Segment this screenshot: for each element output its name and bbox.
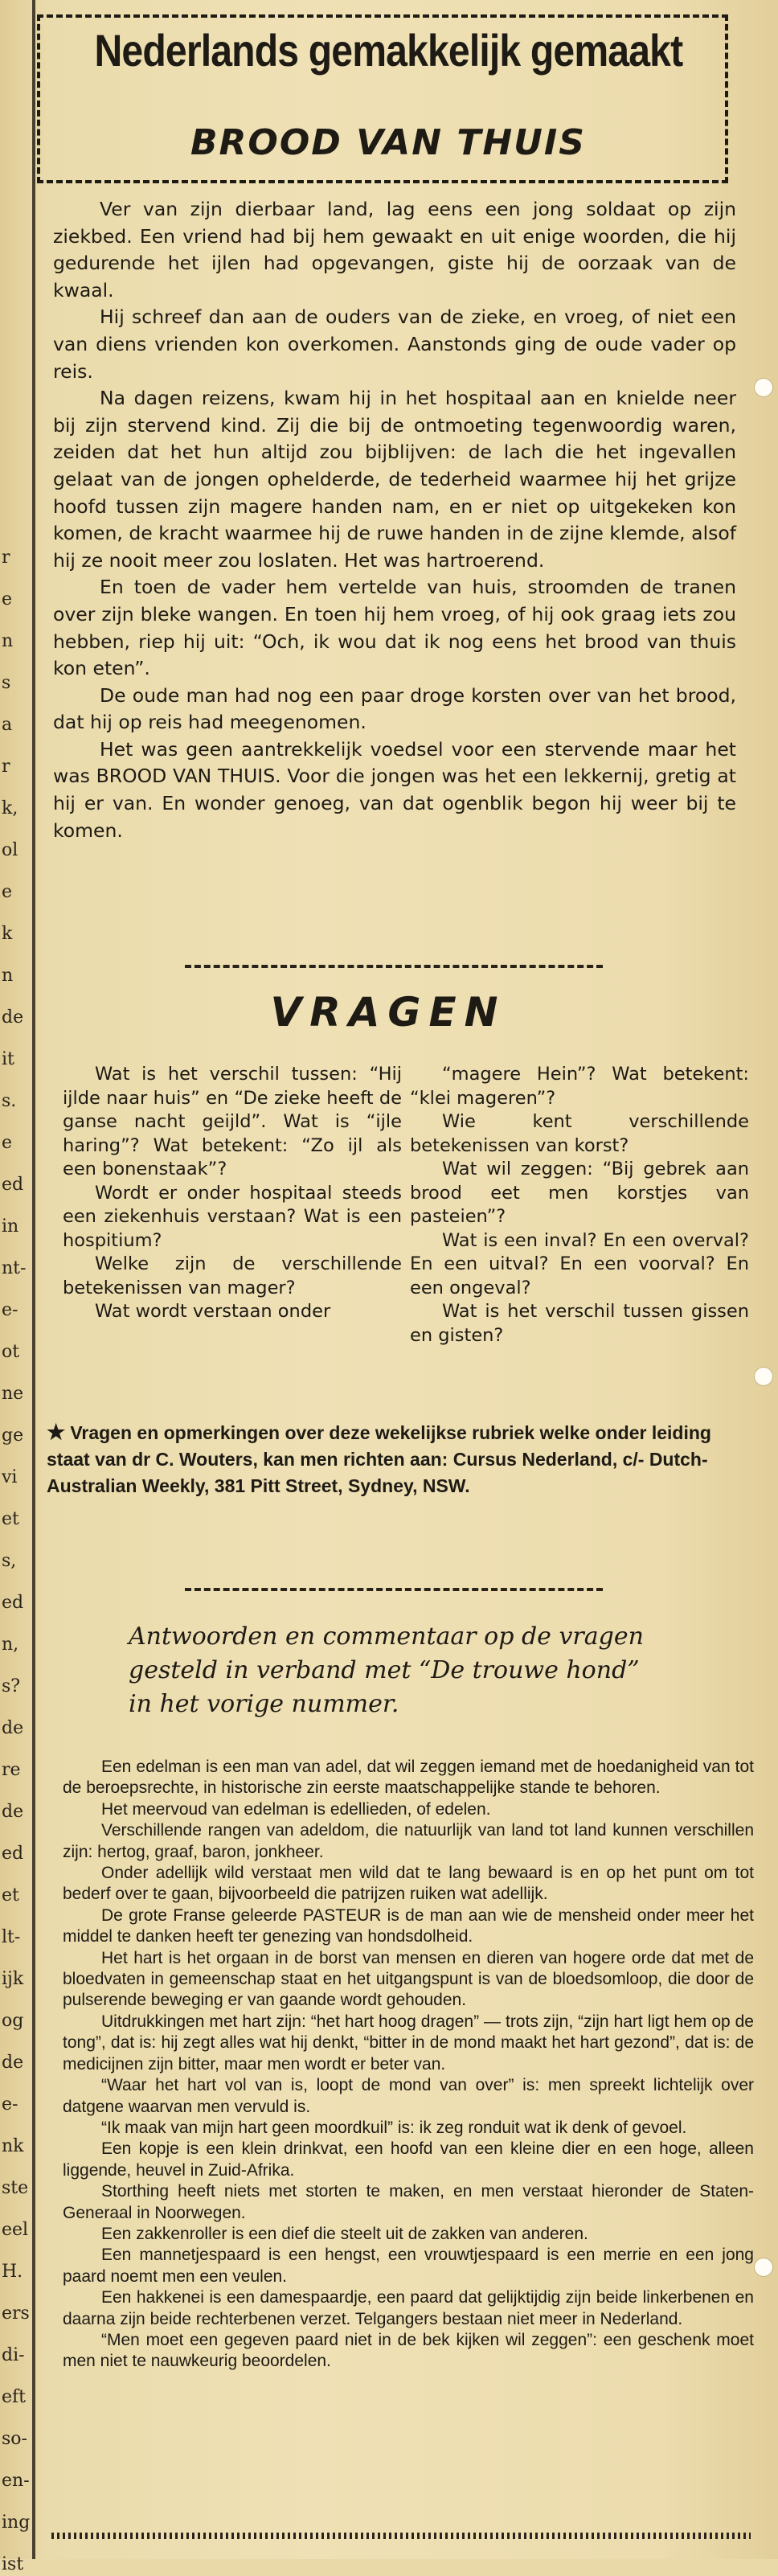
adjacent-column-fragment-text: s [2, 673, 11, 693]
adjacent-column-fragment-text: ol [2, 840, 18, 860]
adjacent-column-fragment-text: it [2, 1049, 14, 1069]
adjacent-column-fragment-text: eft [2, 2387, 27, 2407]
column-divider [32, 0, 35, 2559]
adjacent-column-fragment-text: e [2, 1133, 13, 1153]
answer-paragraph: Een hakkenei is een damespaardje, een paard dat gelijktijdig zijn beide linkerbenen en daarna zijn beide rechterbenen verzet. Telgangers bestaan niet meer in Nederland. [63, 2288, 754, 2328]
adjacent-column-fragment-text: ne [2, 1384, 24, 1404]
question-item: “magere Hein”? Wat betekent: “klei mageren”? [410, 1064, 749, 1109]
questions-title: VRAGEN [270, 989, 506, 1036]
adjacent-column-fragment-text: lt- [2, 1927, 21, 1947]
adjacent-column-fragment-text: ist [2, 2554, 24, 2574]
questions-column-left [63, 1063, 402, 1324]
answers-text [63, 1757, 754, 2373]
answer-paragraph: Een kopje is een klein drinkvat, een hoofd van een kleine dier en een hoge, alleen liggende, heuvel in Zuid-Afrika. [63, 2139, 754, 2180]
adjacent-column-fragment-text: a [2, 715, 13, 735]
answers-heading [129, 1620, 747, 1721]
adjacent-column-fragment-text: k [2, 924, 13, 944]
adjacent-column-fragment-text: e [2, 882, 13, 902]
answer-paragraph: Storthing heeft niets met storten te maken, en men verstaat hieronder de Staten-Generaal in Noorwegen. [63, 2182, 754, 2222]
adjacent-column-fragment-text: n [2, 631, 14, 651]
answer-paragraph: Onder adellijk wild verstaat men wild dat te lang bewaard is en op het punt om tot bederf over te gaan, bijvoorbeeld die patrijzen ruiken wat adellijk. [63, 1864, 754, 1904]
punch-hole [754, 1367, 773, 1386]
answer-paragraph: Een mannetjespaard is een hengst, een vrouwtjespaard is een merrie en een jong paard noemt men een veulen. [63, 2246, 754, 2286]
answer-paragraph: “Men moet een gegeven paard niet in de bek kijken wil zeggen”: een geschenk moet men niet te nauwkeurig beoordelen. [63, 2330, 754, 2371]
answer-paragraph: Het meervoud van edelman is edellieden, of edelen. [101, 1799, 491, 1819]
adjacent-column-fragment-text: de [2, 2053, 24, 2073]
adjacent-column-fragment-text: ot [2, 1342, 20, 1362]
adjacent-column-fragment-text: di- [2, 2345, 25, 2365]
adjacent-column-fragment-text: n, [2, 1635, 19, 1655]
notice-text: Vragen en opmerkingen over deze wekelijkse rubriek welke onder leiding staat van dr C. Wouters, kan men richten aan: Cursus Nederland, c/- Dutch-Australian Weekly, 381 Pitt Street, Sydney, NSW. [47, 1422, 711, 1496]
adjacent-column-fragment-text: s? [2, 1676, 21, 1696]
adjacent-column-fragment-text: nk [2, 2136, 24, 2156]
question-item: Wat is een inval? En een overval? En een uitval? En een voorval? En een ongeval? [410, 1229, 749, 1298]
answer-paragraph: Een edelman is een man van adel, dat wil zeggen iemand met de hoedanigheid van tot de beroepsrechte, in historische zin eerste maatschappelijke stande te behoren. [63, 1758, 754, 1798]
answer-paragraph: Verschillende rangen van adeldom, die natuurlijk van land tot land kunnen verschillen zijn: hertog, graaf, baron, jonkheer. [63, 1821, 754, 1861]
adjacent-column-fragment-text: n [2, 966, 14, 986]
adjacent-column-fragment-text: ste [2, 2178, 29, 2198]
adjacent-column-fragment-text: en- [2, 2471, 30, 2491]
adjacent-column-fragment-text: e- [2, 1300, 18, 1320]
adjacent-column-fragment-text: r [2, 757, 10, 777]
adjacent-column-fragment-text: de [2, 1007, 24, 1028]
story-paragraph: Hij schreef dan aan de ouders van de zieke, en vroeg, of niet een van diens vrienden kon overkomen. Aanstonds ging de oude vader op reis. [53, 306, 736, 383]
section-divider [185, 965, 603, 968]
question-item: Wordt er onder hospitaal steeds een ziekenhuis verstaan? Wat is een hospitium? [63, 1182, 402, 1251]
story-paragraph: Na dagen reizens, kwam hij in het hospitaal aan en knielde neer bij zijn stervend kind. Zij die bij de ontmoeting tegenwoordig waren, zeiden dat het hun altijd zou bijblijven: de lach die het ingevallen gelaat van de jongen ophelderde, de tederheid waarmee hij het grijze hoofd tussen zijn magere handen nam, en er niet op uitgekeken kon komen, de kracht waarmee hij de ruwe handen in de zijne klemde, alsof hij ze nooit meer zou loslaten. Het was hartroerend. [53, 387, 736, 572]
story-text [53, 196, 736, 844]
adjacent-column-fragment-text: in [2, 1216, 19, 1237]
bottom-border [51, 2533, 751, 2539]
answer-paragraph: Een zakkenroller is een dief die steelt uit de zakken van anderen. [101, 2224, 588, 2243]
adjacent-column-fragment-text: H. [2, 2262, 23, 2282]
adjacent-column-fragment-text: et [2, 1885, 19, 1905]
answer-paragraph: “Waar het hart vol van is, loopt de mond van over” is: men spreekt lichtelijk over datgene waarvan men vervuld is. [63, 2076, 754, 2116]
answer-paragraph: “Ik maak van mijn hart geen moordkuil” is: ik zeg ronduit wat ik denk of gevoel. [101, 2118, 687, 2137]
adjacent-column-fragment-text: de [2, 1718, 24, 1738]
story-paragraph: En toen de vader hem vertelde van huis, stroomden de tranen over zijn bleke wangen. En toen hij hem vroeg, of hij ook graag iets zou hebben, riep hij uit: “Och, ik wou dat ik nog eens het brood van thuis kon eten”. [53, 576, 736, 680]
question-item: Wat wil zeggen: “Bij gebrek aan brood eet men korstjes van pasteien”? [410, 1159, 749, 1227]
answer-paragraph: De grote Franse geleerde PASTEUR is de man aan wie de mensheid onder meer het middel te danken heeft ter genezing van hondsdolheid. [63, 1905, 754, 1946]
question-item: Wat is het verschil tussen gissen en gisten? [410, 1301, 749, 1346]
story-title: BROOD VAN THUIS [190, 122, 586, 163]
adjacent-column-fragment-text: og [2, 2011, 24, 2031]
answer-paragraph: Het hart is het orgaan in de borst van mensen en dieren van hogere orde dat met de bloedvaten in gemeenschap staat en het uitgangspunt is van de bloedsomloop, die door de pulserende beweging er van gaande wordt gehouden. [63, 1948, 754, 2010]
adjacent-column-fragment-text: ge [2, 1425, 24, 1446]
adjacent-column-fragment-text: nt- [2, 1258, 27, 1278]
story-paragraph: Ver van zijn dierbaar land, lag eens een jong soldaat op zijn ziekbed. Een vriend had bij hem gewaakt en uit enige woorden, die hij gedurende het ijlen had opgevangen, giste hij de oorzaak van de kwaal. [53, 198, 736, 301]
question-item: Wat is het verschil tussen: “Hij ijlde naar huis” en “De zieke heeft de ganse nacht geijld”. Wat is “ijle haring”? Wat betekent: “Zo ijl als een bonenstaak”? [63, 1064, 402, 1179]
adjacent-column-fragment-text: ed [2, 1593, 24, 1613]
adjacent-column-fragment-text: eel [2, 2220, 29, 2240]
answers-heading-line: in het vorige nummer. [129, 1690, 399, 1718]
answer-paragraph: Uitdrukkingen met hart zijn: “het hart hoog dragen” — trots zijn, “zijn hart ligt hem op de tong”, dat is: hij zegt alles wat hij denkt, “bitter in de mond maakt het hart gezond”, dat is: de medicijnen zijn bitter, maar men wordt er beter van. [63, 2012, 754, 2074]
adjacent-column-fragment-text: s, [2, 1551, 17, 1571]
punch-hole [754, 2258, 773, 2277]
adjacent-column-fragment-text: ijk [2, 1969, 24, 1989]
adjacent-column-fragment-text: ers [2, 2303, 30, 2324]
adjacent-column-fragment-text: so- [2, 2429, 27, 2449]
question-item: Wat wordt verstaan onder [95, 1301, 331, 1322]
adjacent-column-fragment-text: ed [2, 1175, 24, 1195]
adjacent-column-fragment-text: et [2, 1509, 19, 1529]
adjacent-column-fragment [0, 0, 31, 2574]
answers-heading-line: Antwoorden en commentaar op de vragen [129, 1622, 644, 1651]
column-title: Nederlands gemakkelijk gemaakt [94, 25, 683, 76]
adjacent-column-fragment-text: r [2, 548, 10, 568]
adjacent-column-fragment-text: ing [2, 2512, 31, 2533]
question-item: Wie kent verschillende betekenissen van korst? [410, 1111, 749, 1156]
adjacent-column-fragment-text: de [2, 1802, 24, 1822]
questions-column-right [410, 1063, 749, 1347]
adjacent-column-fragment-text: ed [2, 1844, 24, 1864]
adjacent-column-fragment-text: s. [2, 1091, 17, 1111]
question-item: Welke zijn de verschillende betekenissen van mager? [63, 1253, 402, 1298]
star-icon: ★ [47, 1420, 66, 1444]
adjacent-column-fragment-text: e- [2, 2094, 18, 2115]
punch-hole [754, 378, 773, 397]
adjacent-column-fragment-text: k, [2, 798, 18, 818]
answers-heading-line: gesteld in verband met “De trouwe hond” [129, 1656, 640, 1684]
story-paragraph: Het was geen aantrekkelijk voedsel voor een stervende maar het was BROOD VAN THUIS. Voor die jongen was het een lekkernij, gretig at hij er van. En wonder genoeg, van dat ogenblik begon hij weer bij te komen. [53, 737, 736, 842]
section-divider [185, 1588, 603, 1591]
contact-notice [47, 1419, 746, 1499]
story-paragraph: De oude man had nog een paar droge korsten over van het brood, dat hij op reis had meegenomen. [53, 683, 736, 734]
adjacent-column-fragment-text: vi [2, 1467, 18, 1487]
adjacent-column-fragment-text: re [2, 1760, 21, 1780]
adjacent-column-fragment-text: e [2, 589, 13, 609]
